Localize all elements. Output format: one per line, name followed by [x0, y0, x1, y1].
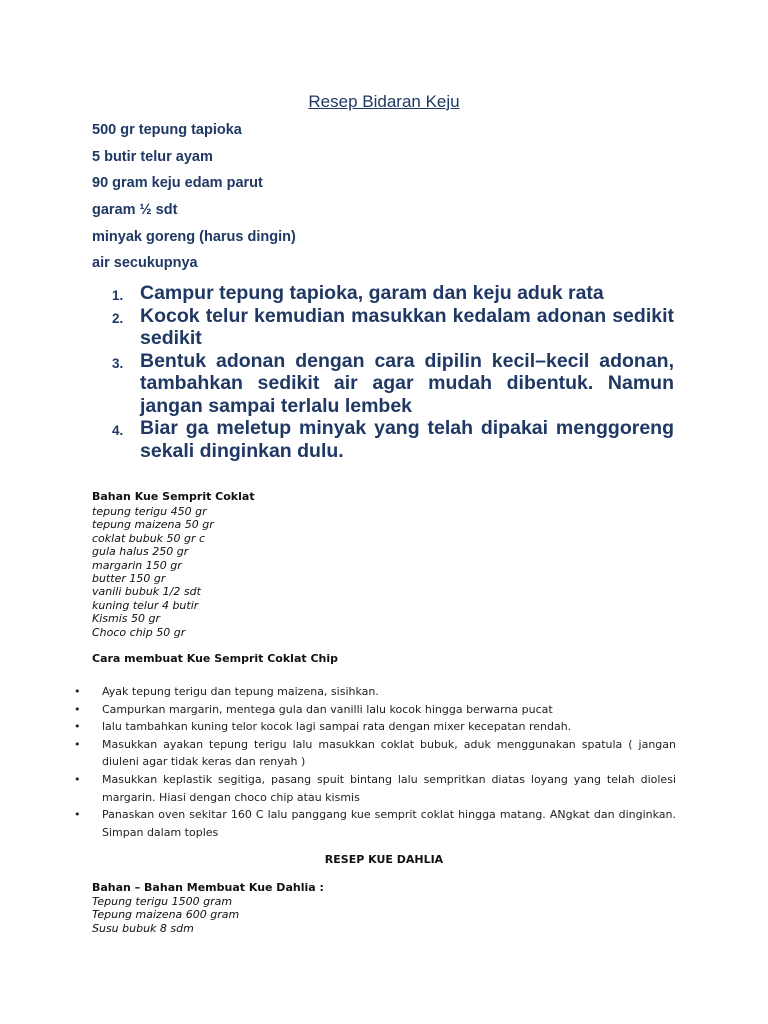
step-text: lalu tambahkan kuning telor kocok lagi sampai rata dengan mixer kecepatan rendah.: [102, 720, 572, 734]
dahlia-ingredient-list: [92, 895, 239, 935]
step-item: [92, 350, 674, 418]
step-item: [74, 718, 676, 736]
ingredient-item: Tepung terigu 1500 gram: [92, 895, 233, 908]
ingredient-item: tepung maizena 50 gr: [92, 518, 214, 532]
ingredient-item: vanili bubuk 1/2 sdt: [92, 585, 201, 599]
step-item: [92, 282, 674, 305]
ingredient-item: 90 gram keju edam parut: [92, 175, 263, 192]
bullet-icon: •: [74, 737, 81, 751]
ingredient-item: minyak goreng (harus dingin): [92, 228, 296, 245]
step-text: Masukkan keplastik segitiga, pasang spuit bintang lalu sempritkan diatas loyang yang telah diolesi margarin. Hiasi dengan choco chip atau kismis: [102, 772, 676, 804]
step-text: Bentuk adonan dengan cara dipilin kecil–kecil adonan, tambahkan sedikit air agar mudah dibentuk. Namun jangan sampai terlalu lembek: [140, 349, 674, 417]
step-number: 1.: [112, 288, 124, 303]
step-item: [74, 771, 676, 806]
ingredient-item: 500 gr tepung tapioka: [92, 122, 242, 138]
ingredient-item: tepung terigu 450 gr: [92, 505, 207, 518]
step-text: Campur tepung tapioka, garam dan keju aduk rata: [140, 282, 604, 304]
bullet-icon: •: [74, 772, 81, 786]
semprit-ingredients-heading: Bahan Kue Semprit Coklat: [92, 490, 255, 503]
bidaran-ingredient-list: [92, 122, 296, 282]
semprit-steps-list: [74, 683, 676, 841]
step-number: 4.: [112, 423, 124, 438]
bullet-icon: •: [74, 702, 81, 716]
step-number: 3.: [112, 355, 124, 371]
step-item: [74, 701, 676, 719]
step-text: Campurkan margarin, mentega gula dan vanilli lalu kocok hingga berwarna pucat: [102, 702, 553, 716]
bullet-icon: •: [74, 685, 81, 698]
step-text: Masukkan ayakan tepung terigu lalu masukkan coklat bubuk, aduk menggunakan spatula ( jangan diuleni agar tidak keras dan renyah ): [102, 737, 676, 769]
step-item: [74, 736, 676, 771]
ingredient-item: 5 butir telur ayam: [92, 148, 213, 165]
ingredient-item: air secukupnya: [92, 255, 198, 272]
step-number: 2.: [112, 310, 124, 326]
ingredient-item: Tepung maizena 600 gram: [92, 908, 240, 922]
ingredient-item: gula halus 250 gr: [92, 545, 189, 559]
step-text: Biar ga meletup minyak yang telah dipakai menggoreng sekali dinginkan dulu.: [140, 417, 674, 462]
bullet-icon: •: [74, 720, 81, 734]
ingredient-item: Susu bubuk 8 sdm: [92, 921, 194, 935]
ingredient-item: Kismis 50 gr: [92, 612, 160, 626]
ingredient-item: margarin 150 gr: [92, 558, 182, 572]
step-text: Kocok telur kemudian masukkan kedalam adonan sedikit sedikit: [140, 304, 674, 349]
step-item: [92, 417, 674, 462]
step-item: [74, 806, 676, 841]
ingredient-item: garam ½ sdt: [92, 202, 178, 219]
bidaran-steps-list: [92, 282, 674, 462]
step-text: Ayak tepung terigu dan tepung maizena, sisihkan.: [102, 685, 379, 698]
dahlia-ingredients-heading: Bahan – Bahan Membuat Kue Dahlia :: [92, 881, 324, 894]
ingredient-item: kuning telur 4 butir: [92, 598, 199, 612]
recipe-title-dahlia: RESEP KUE DAHLIA: [324, 853, 444, 866]
ingredient-item: Choco chip 50 gr: [92, 625, 186, 639]
ingredient-item: butter 150 gr: [92, 571, 166, 585]
step-item: [74, 683, 676, 701]
ingredient-item: coklat bubuk 50 gr c: [92, 531, 206, 545]
step-item: [92, 305, 674, 350]
step-text: Panaskan oven sekitar 160 C lalu panggang kue semprit coklat hingga matang. ANgkat dan dinginkan. Simpan dalam toples: [102, 808, 676, 839]
recipe-title-bidaran: Resep Bidaran Keju: [308, 92, 460, 111]
bullet-icon: •: [74, 808, 81, 822]
semprit-ingredient-list: [92, 505, 214, 639]
semprit-method-heading: Cara membuat Kue Semprit Coklat Chip: [92, 652, 339, 665]
